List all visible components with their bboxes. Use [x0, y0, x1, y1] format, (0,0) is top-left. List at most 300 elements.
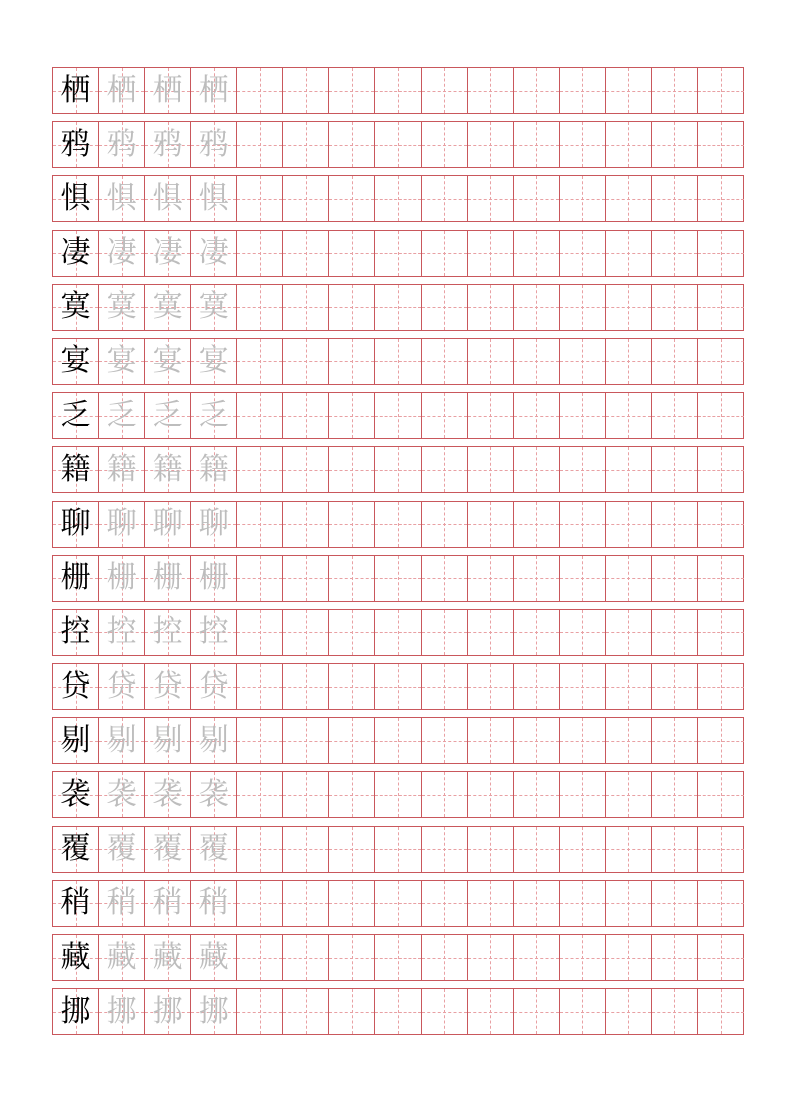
empty-practice-cell: [468, 772, 514, 817]
empty-practice-cell: [468, 610, 514, 655]
trace-character-cell: [191, 718, 237, 763]
empty-practice-cell: [514, 122, 560, 167]
model-character-cell: [53, 231, 99, 276]
trace-character: 贷: [198, 668, 229, 704]
empty-practice-cell: [237, 447, 283, 492]
trace-character: 宴: [198, 343, 229, 379]
model-character: 栖: [60, 72, 91, 108]
empty-practice-cell: [652, 285, 698, 330]
empty-practice-cell: [698, 827, 744, 872]
empty-practice-cell: [560, 772, 606, 817]
trace-character: 控: [198, 614, 229, 650]
practice-row: [52, 555, 744, 602]
empty-practice-cell: [560, 339, 606, 384]
model-character: 控: [60, 614, 91, 650]
empty-practice-cell: [652, 772, 698, 817]
trace-character-cell: [99, 502, 145, 547]
empty-practice-cell: [514, 881, 560, 926]
empty-practice-cell: [422, 989, 468, 1034]
empty-practice-cell: [375, 610, 421, 655]
model-character: 凄: [60, 235, 91, 271]
empty-practice-cell: [237, 989, 283, 1034]
trace-character-cell: [191, 664, 237, 709]
practice-row: [52, 338, 744, 385]
empty-practice-cell: [375, 285, 421, 330]
trace-character-cell: [145, 176, 191, 221]
trace-character: 控: [106, 614, 137, 650]
model-character-cell: [53, 122, 99, 167]
empty-practice-cell: [652, 556, 698, 601]
empty-practice-cell: [652, 610, 698, 655]
empty-practice-cell: [375, 502, 421, 547]
empty-practice-cell: [329, 664, 375, 709]
empty-practice-cell: [698, 122, 744, 167]
trace-character: 剔: [198, 722, 229, 758]
model-character-cell: [53, 610, 99, 655]
empty-practice-cell: [422, 339, 468, 384]
trace-character: 乏: [152, 397, 183, 433]
tianzige-worksheet: [52, 67, 744, 1042]
trace-character-cell: [99, 610, 145, 655]
empty-practice-cell: [283, 935, 329, 980]
trace-character-cell: [191, 339, 237, 384]
trace-character-cell: [99, 827, 145, 872]
empty-practice-cell: [560, 447, 606, 492]
model-character: 袭: [60, 776, 91, 812]
trace-character: 袭: [106, 776, 137, 812]
empty-practice-cell: [329, 935, 375, 980]
model-character-cell: [53, 827, 99, 872]
empty-practice-cell: [514, 285, 560, 330]
empty-practice-cell: [560, 68, 606, 113]
empty-practice-cell: [375, 176, 421, 221]
empty-practice-cell: [283, 393, 329, 438]
trace-character: 藏: [198, 939, 229, 975]
trace-character-cell: [145, 935, 191, 980]
empty-practice-cell: [698, 447, 744, 492]
practice-row: [52, 67, 744, 114]
empty-practice-cell: [283, 718, 329, 763]
empty-practice-cell: [652, 447, 698, 492]
empty-practice-cell: [329, 827, 375, 872]
trace-character: 栖: [198, 72, 229, 108]
empty-practice-cell: [329, 122, 375, 167]
empty-practice-cell: [606, 881, 652, 926]
empty-practice-cell: [237, 68, 283, 113]
model-character-cell: [53, 502, 99, 547]
trace-character-cell: [99, 339, 145, 384]
empty-practice-cell: [560, 827, 606, 872]
trace-character: 惧: [198, 180, 229, 216]
trace-character: 袭: [198, 776, 229, 812]
empty-practice-cell: [237, 718, 283, 763]
empty-practice-cell: [237, 772, 283, 817]
empty-practice-cell: [652, 339, 698, 384]
empty-practice-cell: [514, 989, 560, 1034]
model-character: 籍: [60, 451, 91, 487]
model-character: 聊: [60, 506, 91, 541]
trace-character-cell: [191, 447, 237, 492]
empty-practice-cell: [560, 502, 606, 547]
empty-practice-cell: [560, 989, 606, 1034]
trace-character-cell: [99, 68, 145, 113]
practice-row: [52, 230, 744, 277]
practice-row: [52, 446, 744, 493]
empty-practice-cell: [237, 176, 283, 221]
trace-character-cell: [99, 935, 145, 980]
empty-practice-cell: [514, 664, 560, 709]
trace-character: 挪: [198, 993, 229, 1029]
model-character-cell: [53, 881, 99, 926]
empty-practice-cell: [560, 393, 606, 438]
empty-practice-cell: [375, 989, 421, 1034]
empty-practice-cell: [237, 393, 283, 438]
empty-practice-cell: [329, 176, 375, 221]
practice-row: [52, 717, 744, 764]
empty-practice-cell: [468, 718, 514, 763]
trace-character-cell: [145, 502, 191, 547]
empty-practice-cell: [514, 935, 560, 980]
trace-character: 贷: [106, 668, 137, 704]
trace-character-cell: [145, 339, 191, 384]
model-character: 藏: [60, 939, 91, 975]
trace-character-cell: [191, 122, 237, 167]
trace-character: 鸦: [152, 126, 183, 162]
empty-practice-cell: [514, 610, 560, 655]
empty-practice-cell: [652, 231, 698, 276]
empty-practice-cell: [422, 827, 468, 872]
trace-character-cell: [191, 556, 237, 601]
trace-character-cell: [145, 827, 191, 872]
empty-practice-cell: [375, 447, 421, 492]
empty-practice-cell: [698, 231, 744, 276]
empty-practice-cell: [698, 664, 744, 709]
empty-practice-cell: [606, 989, 652, 1034]
empty-practice-cell: [468, 556, 514, 601]
empty-practice-cell: [560, 610, 606, 655]
empty-practice-cell: [283, 231, 329, 276]
trace-character-cell: [145, 447, 191, 492]
empty-practice-cell: [652, 989, 698, 1034]
empty-practice-cell: [468, 989, 514, 1034]
empty-practice-cell: [698, 772, 744, 817]
model-character-cell: [53, 718, 99, 763]
empty-practice-cell: [283, 989, 329, 1034]
empty-practice-cell: [560, 285, 606, 330]
empty-practice-cell: [652, 122, 698, 167]
model-character-cell: [53, 447, 99, 492]
trace-character: 覆: [198, 831, 229, 867]
empty-practice-cell: [375, 339, 421, 384]
empty-practice-cell: [422, 231, 468, 276]
empty-practice-cell: [329, 989, 375, 1034]
model-character: 挪: [60, 993, 91, 1029]
empty-practice-cell: [283, 664, 329, 709]
trace-character: 寞: [152, 289, 183, 325]
empty-practice-cell: [468, 664, 514, 709]
trace-character: 贷: [152, 668, 183, 704]
trace-character-cell: [191, 68, 237, 113]
trace-character: 宴: [106, 343, 137, 379]
empty-practice-cell: [652, 68, 698, 113]
model-character-cell: [53, 772, 99, 817]
empty-practice-cell: [329, 447, 375, 492]
model-character-cell: [53, 556, 99, 601]
trace-character-cell: [99, 772, 145, 817]
empty-practice-cell: [375, 664, 421, 709]
trace-character: 惧: [106, 180, 137, 216]
trace-character: 聊: [106, 506, 137, 541]
empty-practice-cell: [514, 718, 560, 763]
empty-practice-cell: [606, 664, 652, 709]
empty-practice-cell: [422, 502, 468, 547]
empty-practice-cell: [698, 285, 744, 330]
empty-practice-cell: [606, 772, 652, 817]
trace-character-cell: [145, 664, 191, 709]
empty-practice-cell: [422, 393, 468, 438]
trace-character: 覆: [152, 831, 183, 867]
practice-row: [52, 121, 744, 168]
empty-practice-cell: [698, 393, 744, 438]
model-character: 栅: [60, 560, 91, 596]
empty-practice-cell: [375, 393, 421, 438]
model-character-cell: [53, 935, 99, 980]
trace-character-cell: [145, 556, 191, 601]
empty-practice-cell: [606, 447, 652, 492]
empty-practice-cell: [560, 664, 606, 709]
empty-practice-cell: [283, 68, 329, 113]
empty-practice-cell: [468, 827, 514, 872]
trace-character: 凄: [106, 235, 137, 271]
empty-practice-cell: [283, 176, 329, 221]
empty-practice-cell: [698, 502, 744, 547]
trace-character-cell: [191, 231, 237, 276]
empty-practice-cell: [606, 827, 652, 872]
model-character-cell: [53, 664, 99, 709]
empty-practice-cell: [375, 772, 421, 817]
empty-practice-cell: [514, 447, 560, 492]
empty-practice-cell: [698, 176, 744, 221]
empty-practice-cell: [514, 68, 560, 113]
empty-practice-cell: [422, 718, 468, 763]
empty-practice-cell: [237, 285, 283, 330]
empty-practice-cell: [422, 68, 468, 113]
empty-practice-cell: [606, 556, 652, 601]
trace-character-cell: [99, 231, 145, 276]
empty-practice-cell: [698, 989, 744, 1034]
empty-practice-cell: [329, 68, 375, 113]
trace-character-cell: [145, 231, 191, 276]
trace-character: 鸦: [106, 126, 137, 162]
trace-character: 控: [152, 614, 183, 650]
trace-character: 挪: [106, 993, 137, 1029]
trace-character-cell: [191, 285, 237, 330]
empty-practice-cell: [560, 881, 606, 926]
trace-character: 寞: [198, 289, 229, 325]
trace-character-cell: [99, 285, 145, 330]
trace-character-cell: [145, 68, 191, 113]
empty-practice-cell: [606, 231, 652, 276]
trace-character-cell: [99, 393, 145, 438]
model-character: 惧: [60, 180, 91, 216]
trace-character: 鸦: [198, 126, 229, 162]
empty-practice-cell: [329, 339, 375, 384]
trace-character: 剔: [152, 722, 183, 758]
empty-practice-cell: [606, 68, 652, 113]
trace-character-cell: [99, 989, 145, 1034]
trace-character: 惧: [152, 180, 183, 216]
trace-character-cell: [191, 393, 237, 438]
trace-character: 挪: [152, 993, 183, 1029]
empty-practice-cell: [422, 881, 468, 926]
empty-practice-cell: [652, 718, 698, 763]
empty-practice-cell: [468, 447, 514, 492]
empty-practice-cell: [514, 556, 560, 601]
trace-character: 宴: [152, 343, 183, 379]
practice-row: [52, 826, 744, 873]
empty-practice-cell: [468, 393, 514, 438]
empty-practice-cell: [606, 935, 652, 980]
empty-practice-cell: [468, 502, 514, 547]
empty-practice-cell: [422, 610, 468, 655]
empty-practice-cell: [375, 122, 421, 167]
trace-character: 藏: [152, 939, 183, 975]
trace-character-cell: [145, 881, 191, 926]
practice-row: [52, 880, 744, 927]
trace-character-cell: [145, 122, 191, 167]
empty-practice-cell: [606, 393, 652, 438]
trace-character-cell: [145, 989, 191, 1034]
model-character-cell: [53, 176, 99, 221]
empty-practice-cell: [468, 231, 514, 276]
empty-practice-cell: [606, 285, 652, 330]
empty-practice-cell: [329, 718, 375, 763]
empty-practice-cell: [560, 122, 606, 167]
practice-row: [52, 934, 744, 981]
empty-practice-cell: [560, 935, 606, 980]
empty-practice-cell: [698, 610, 744, 655]
empty-practice-cell: [283, 556, 329, 601]
model-character-cell: [53, 393, 99, 438]
empty-practice-cell: [560, 718, 606, 763]
empty-practice-cell: [375, 718, 421, 763]
empty-practice-cell: [237, 664, 283, 709]
empty-practice-cell: [329, 393, 375, 438]
empty-practice-cell: [283, 122, 329, 167]
empty-practice-cell: [606, 502, 652, 547]
empty-practice-cell: [652, 664, 698, 709]
model-character: 乏: [60, 397, 91, 433]
practice-row: [52, 771, 744, 818]
empty-practice-cell: [514, 339, 560, 384]
trace-character-cell: [145, 393, 191, 438]
empty-practice-cell: [375, 556, 421, 601]
trace-character-cell: [99, 447, 145, 492]
trace-character: 栖: [152, 72, 183, 108]
trace-character-cell: [99, 122, 145, 167]
trace-character: 栅: [198, 560, 229, 596]
empty-practice-cell: [329, 502, 375, 547]
empty-practice-cell: [514, 772, 560, 817]
trace-character-cell: [99, 881, 145, 926]
empty-practice-cell: [468, 285, 514, 330]
empty-practice-cell: [514, 827, 560, 872]
empty-practice-cell: [422, 122, 468, 167]
empty-practice-cell: [329, 772, 375, 817]
model-character-cell: [53, 989, 99, 1034]
empty-practice-cell: [698, 881, 744, 926]
empty-practice-cell: [468, 68, 514, 113]
trace-character-cell: [191, 935, 237, 980]
empty-practice-cell: [422, 935, 468, 980]
trace-character-cell: [191, 502, 237, 547]
trace-character-cell: [191, 881, 237, 926]
empty-practice-cell: [514, 393, 560, 438]
empty-practice-cell: [652, 935, 698, 980]
model-character: 宴: [60, 343, 91, 379]
empty-practice-cell: [606, 176, 652, 221]
empty-practice-cell: [329, 881, 375, 926]
model-character-cell: [53, 339, 99, 384]
practice-row: [52, 609, 744, 656]
empty-practice-cell: [468, 881, 514, 926]
trace-character: 藏: [106, 939, 137, 975]
empty-practice-cell: [698, 718, 744, 763]
model-character: 稍: [60, 885, 91, 921]
empty-practice-cell: [237, 935, 283, 980]
empty-practice-cell: [698, 556, 744, 601]
trace-character: 凄: [152, 235, 183, 271]
empty-practice-cell: [514, 231, 560, 276]
empty-practice-cell: [375, 935, 421, 980]
trace-character: 聊: [152, 506, 183, 541]
empty-practice-cell: [468, 935, 514, 980]
model-character: 寞: [60, 289, 91, 325]
trace-character: 乏: [198, 397, 229, 433]
empty-practice-cell: [560, 176, 606, 221]
trace-character-cell: [191, 772, 237, 817]
practice-row: [52, 175, 744, 222]
model-character: 剔: [60, 722, 91, 758]
empty-practice-cell: [283, 772, 329, 817]
model-character: 贷: [60, 668, 91, 704]
trace-character-cell: [99, 718, 145, 763]
empty-practice-cell: [375, 827, 421, 872]
empty-practice-cell: [283, 827, 329, 872]
empty-practice-cell: [652, 393, 698, 438]
trace-character: 籍: [106, 451, 137, 487]
empty-practice-cell: [514, 176, 560, 221]
empty-practice-cell: [560, 231, 606, 276]
empty-practice-cell: [560, 556, 606, 601]
empty-practice-cell: [468, 122, 514, 167]
trace-character: 栅: [106, 560, 137, 596]
practice-row: [52, 663, 744, 710]
empty-practice-cell: [652, 827, 698, 872]
empty-practice-cell: [329, 610, 375, 655]
empty-practice-cell: [283, 285, 329, 330]
empty-practice-cell: [422, 664, 468, 709]
empty-practice-cell: [606, 610, 652, 655]
empty-practice-cell: [422, 447, 468, 492]
trace-character: 稍: [152, 885, 183, 921]
trace-character-cell: [191, 989, 237, 1034]
trace-character-cell: [99, 556, 145, 601]
empty-practice-cell: [606, 122, 652, 167]
empty-practice-cell: [606, 718, 652, 763]
empty-practice-cell: [375, 231, 421, 276]
empty-practice-cell: [606, 339, 652, 384]
